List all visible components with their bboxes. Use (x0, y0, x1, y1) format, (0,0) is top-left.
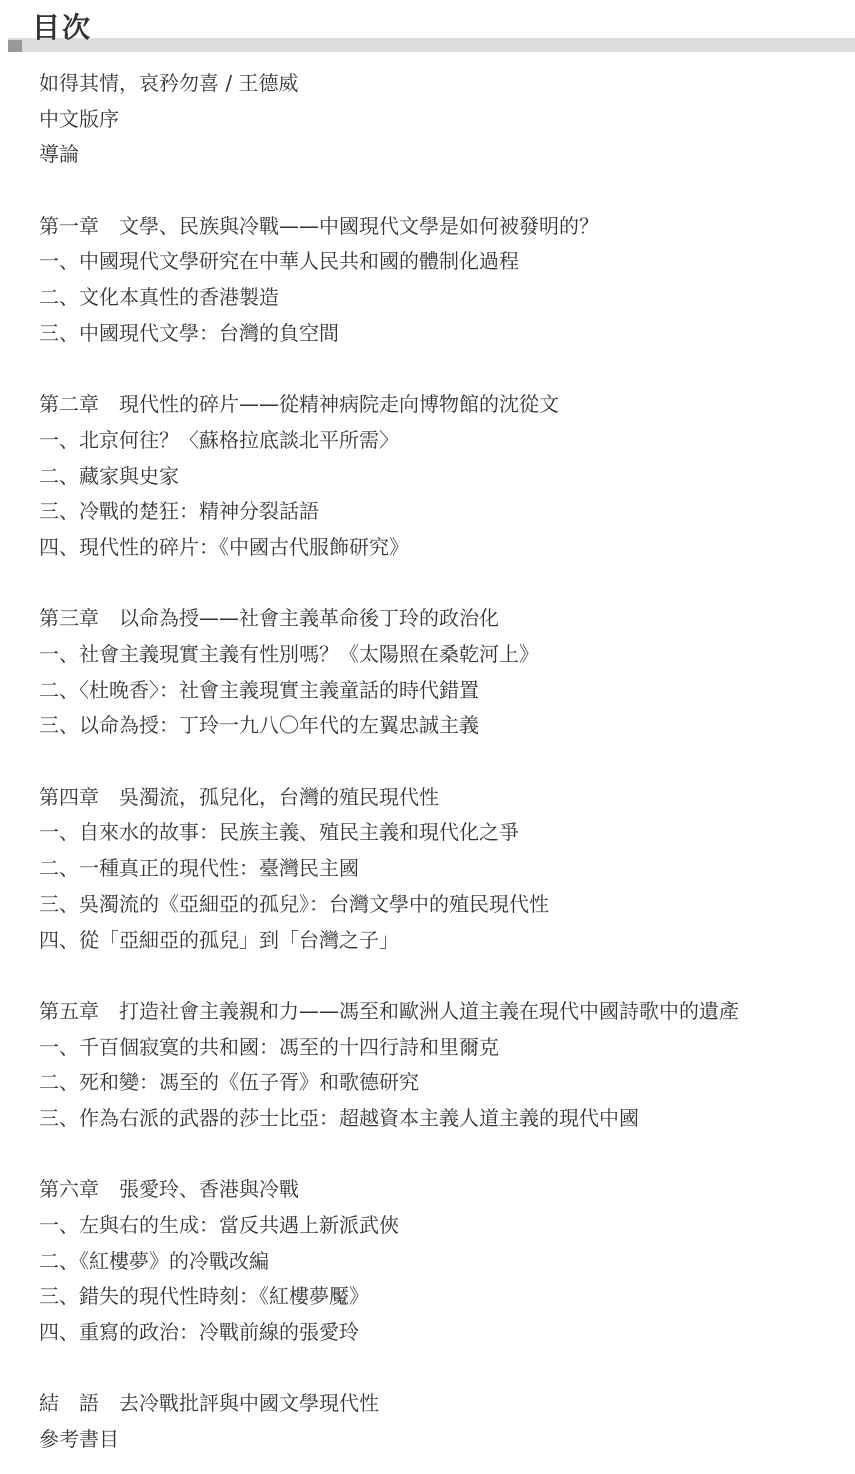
toc-item: 三、冷戰的楚狂：精神分裂話語 (39, 499, 319, 524)
toc-item: 參考書目 (39, 1427, 119, 1452)
toc-item: 二、〈杜晚香〉：社會主義現實主義童話的時代錯置 (39, 677, 479, 702)
table-of-contents (39, 66, 849, 1458)
toc-item: 三、作為右派的武器的莎士比亞：超越資本主義人道主義的現代中國 (39, 1105, 639, 1130)
toc-item: 四、從「亞細亞的孤兒」到「台灣之子」 (39, 927, 399, 952)
toc-spacer (39, 566, 849, 602)
toc-item: 四、重寫的政治：冷戰前線的張愛玲 (39, 1320, 359, 1345)
toc-item: 一、社會主義現實主義有性別嗎？《太陽照在桑乾河上》 (39, 642, 539, 666)
toc-item: 二、文化本真性的香港製造 (39, 285, 279, 310)
toc-item: 二、《紅樓夢》的冷戰改編 (39, 1248, 269, 1273)
toc-item: 一、千百個寂寞的共和國：馮至的十四行詩和里爾克 (39, 1034, 499, 1059)
toc-item: 三、中國現代文學：台灣的負空間 (39, 320, 339, 345)
toc-spacer (39, 173, 849, 209)
toc-conclusion: 結 語 去冷戰批評與中國文學現代性 (39, 1391, 379, 1416)
toc-item: 一、左與右的生成：當反共遇上新派武俠 (39, 1213, 399, 1237)
toc-item: 三、吳濁流的《亞細亞的孤兒》：台灣文學中的殖民現代性 (39, 891, 549, 916)
toc-item: 一、北京何往？〈蘇格拉底談北平所需〉 (39, 427, 399, 452)
toc-item: 二、一種真正的現代性：臺灣民主國 (39, 856, 359, 881)
toc-chapter: 第六章 張愛玲、香港與冷戰 (39, 1177, 299, 1202)
toc-chapter: 第五章 打造社會主義親和力——馮至和歐洲人道主義在現代中國詩歌中的遺產 (39, 998, 739, 1023)
toc-spacer (39, 958, 849, 994)
toc-chapter: 第三章 以命為授——社會主義革命後丁玲的政治化 (39, 606, 499, 631)
toc-spacer (39, 1351, 849, 1387)
header-bar (8, 38, 855, 52)
toc-spacer (39, 352, 849, 388)
toc-item: 一、中國現代文學研究在中華人民共和國的體制化過程 (39, 249, 519, 274)
toc-item: 中文版序 (39, 106, 119, 131)
section-header (8, 8, 855, 54)
toc-item: 二、死和變：馮至的《伍子胥》和歌德研究 (39, 1070, 419, 1095)
toc-chapter: 第四章 吳濁流，孤兒化，台灣的殖民現代性 (39, 784, 439, 809)
toc-chapter: 第一章 文學、民族與冷戰——中國現代文學是如何被發明的？ (39, 213, 599, 238)
toc-item: 二、藏家與史家 (39, 463, 179, 488)
page-title: 目次 (32, 11, 93, 44)
header-marker (8, 40, 22, 52)
toc-spacer (39, 744, 849, 780)
toc-chapter: 第二章 現代性的碎片——從精神病院走向博物館的沈從文 (39, 392, 559, 417)
toc-item: 導論 (39, 142, 79, 167)
toc-spacer (39, 1137, 849, 1173)
toc-item: 三、錯失的現代性時刻：《紅樓夢魘》 (39, 1284, 369, 1309)
toc-item: 如得其情，哀矜勿喜 / 王德威 (39, 71, 299, 95)
toc-item: 三、以命為授：丁玲一九八〇年代的左翼忠誠主義 (39, 713, 479, 738)
toc-item: 四、現代性的碎片：《中國古代服飾研究》 (39, 534, 409, 559)
toc-item: 一、自來水的故事：民族主義、殖民主義和現代化之爭 (39, 820, 519, 845)
